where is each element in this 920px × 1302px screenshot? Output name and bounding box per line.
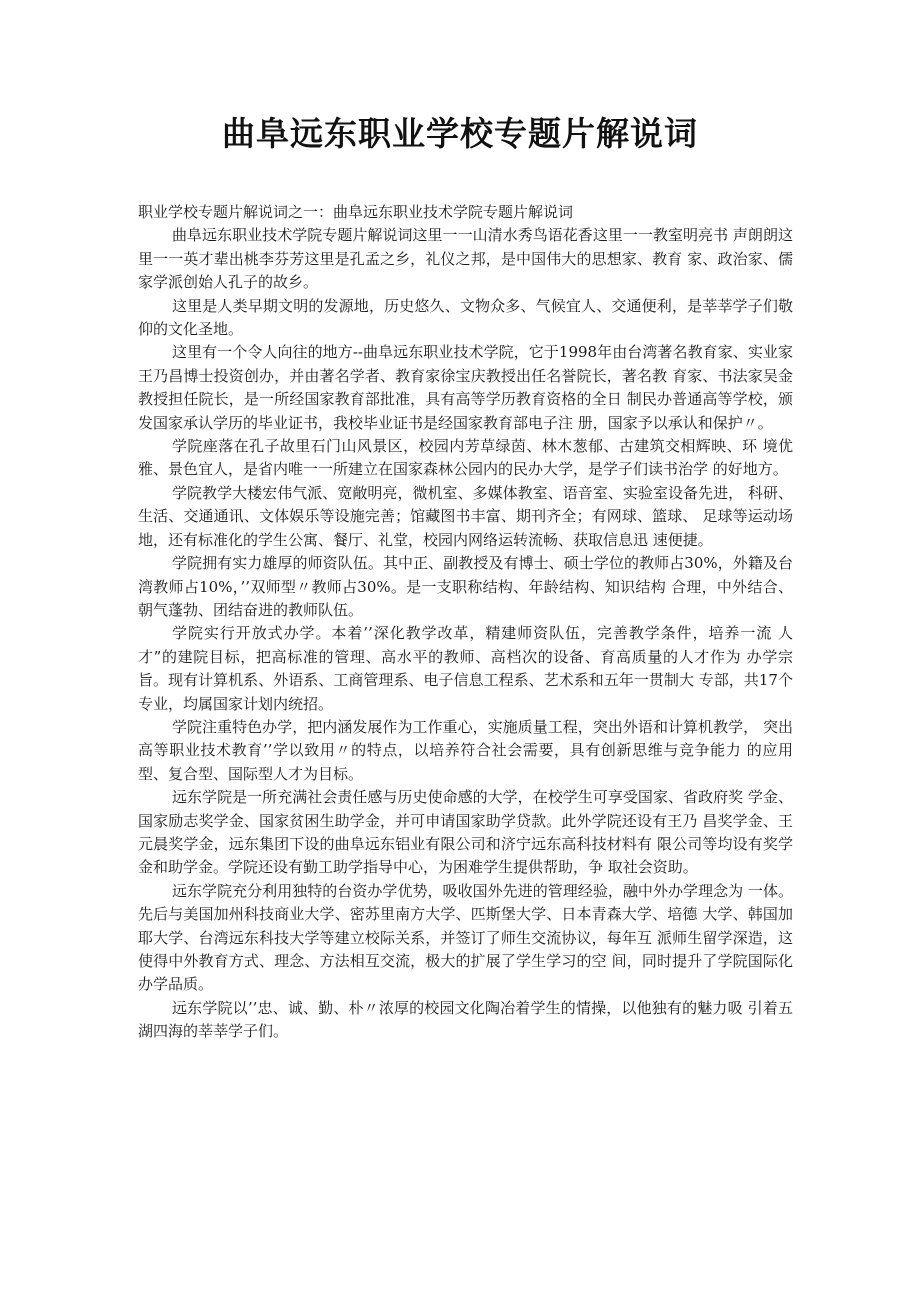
paragraph-11: 远东学院以’’忠、诚、勤、朴〃浓厚的校园文化陶冶着学生的情操，以他独有的魅力吸 引着五湖四海的莘莘学子们。 [138,998,793,1041]
paragraph-4: 学院座落在孔子故里石门山风景区，校园内芳草绿茵、林木葱郁、古建筑交相辉映、环 境优雅、景色宜人，是省内唯一一所建立在国家森林公园内的民办大学，是学子们读书治学 的好地方。 [138,437,793,479]
paragraph-2: 这里是人类早期文明的发源地，历史悠久、文物众多、气候宜人、交通便利，是莘莘学子们敬仰的文化圣地。 [138,296,793,339]
paragraph-1: 曲阜远东职业技术学院专题片解说词这里一一山清水秀鸟语花香这里一一教室明亮书 声朗朗这里一一英才辈出桃李芬芳这里是孔孟之乡，礼仪之邦，是中国伟大的思想家、教育 家、政治家、儒家学派创始人孔子的故乡。 [138,226,793,292]
paragraph-9: 远东学院是一所充满社会责任感与历史使命感的大学，在校学生可享受国家、省政府奖 学金、国家励志奖学金、国家贫困生助学金，并可申请国家助学贷款。此外学院还设有王乃 昌奖学金、王元晨奖学金，远东集团下设的曲阜远东铝业有限公司和济宁远东高科技材料有 限公司等均设有奖学金和助学金。学院还设有勤工助学指导中心，为困难学生提供帮助，争 取社会资助。 [138,788,793,877]
paragraph-10: 远东学院充分利用独特的台资办学优势，吸收国外先进的管理经验，融中外办学理念为 一体。先后与美国加州科技商业大学、密苏里南方大学、匹斯堡大学、日本青森大学、培德 大学、韩国加耶大学、台湾远东科技大学等建立校际关系，并签订了师生交流协议，每年互 派师生留学深造，这使得中外教育方式、理念、方法相互交流，极大的扩展了学生学习的空 间，同时提升了学院国际化办学品质。 [138,881,793,994]
paragraph-5: 学院教学大楼宏伟气派、宽敞明亮，微机室、多媒体教室、语音室、实验室设备先进， 科研、生活、交通通讯、文体娱乐等设施完善；馆藏图书丰富、期刊齐全；有网球、篮球、 足球等运动场地，还有标准化的学生公寓、餐厅、礼堂，校园内网络运转流畅、获取信息迅 速便捷。 [138,483,793,549]
paragraph-7: 学院实行开放式办学。本着’’深化教学改革，精建师资队伍，完善教学条件，培养一流 人才”的建院目标，把高标准的管理、高水平的教师、高档次的设备、育高质量的人才作为 办学宗旨。现有计算机系、外语系、工商管理系、电子信息工程系、艺术系和五年一贯制大 专部，共17个专业，均属国家计划内统招。 [138,624,793,713]
paragraph-3: 这里有一个令人向往的地方--曲阜远东职业技术学院，它于1998年由台湾著名教育家、实业家王乃昌博士投资创办，并由著名学者、教育家徐宝庆教授出任名誉院长，著名教 育家、书法家吴金教授担任院长，是一所经国家教育部批准，具有高等学历教育资格的全日 制民办普通高等学校，颁发国家承认学历的毕业证书，我校毕业证书是经国家教育部电子注 册，国家予以承认和保护〃。 [138,343,793,432]
document-body [138,201,793,1044]
intro-line: 职业学校专题片解说词之一：曲阜远东职业技术学院专题片解说词 [138,203,574,221]
paragraph-8: 学院注重特色办学，把内涵发展作为工作重心，实施质量工程，突出外语和计算机教学， 突出高等职业技术教育’’学以致用〃的特点，以培养符合社会需要，具有创新思维与竞争能力 的应用型、复合型、国际型人才为目标。 [138,717,793,783]
document-title: 曲阜远东职业学校专题片解说词 [222,114,698,153]
paragraph-6: 学院拥有实力雄厚的师资队伍。其中正、副教授及有博士、硕士学位的教师占30%，外籍及台湾教师占10%，’’双师型〃教师占30%。是一支职称结构、年龄结构、知识结构 合理，中外结合、朝气蓬勃、团结奋进的教师队伍。 [138,554,793,619]
